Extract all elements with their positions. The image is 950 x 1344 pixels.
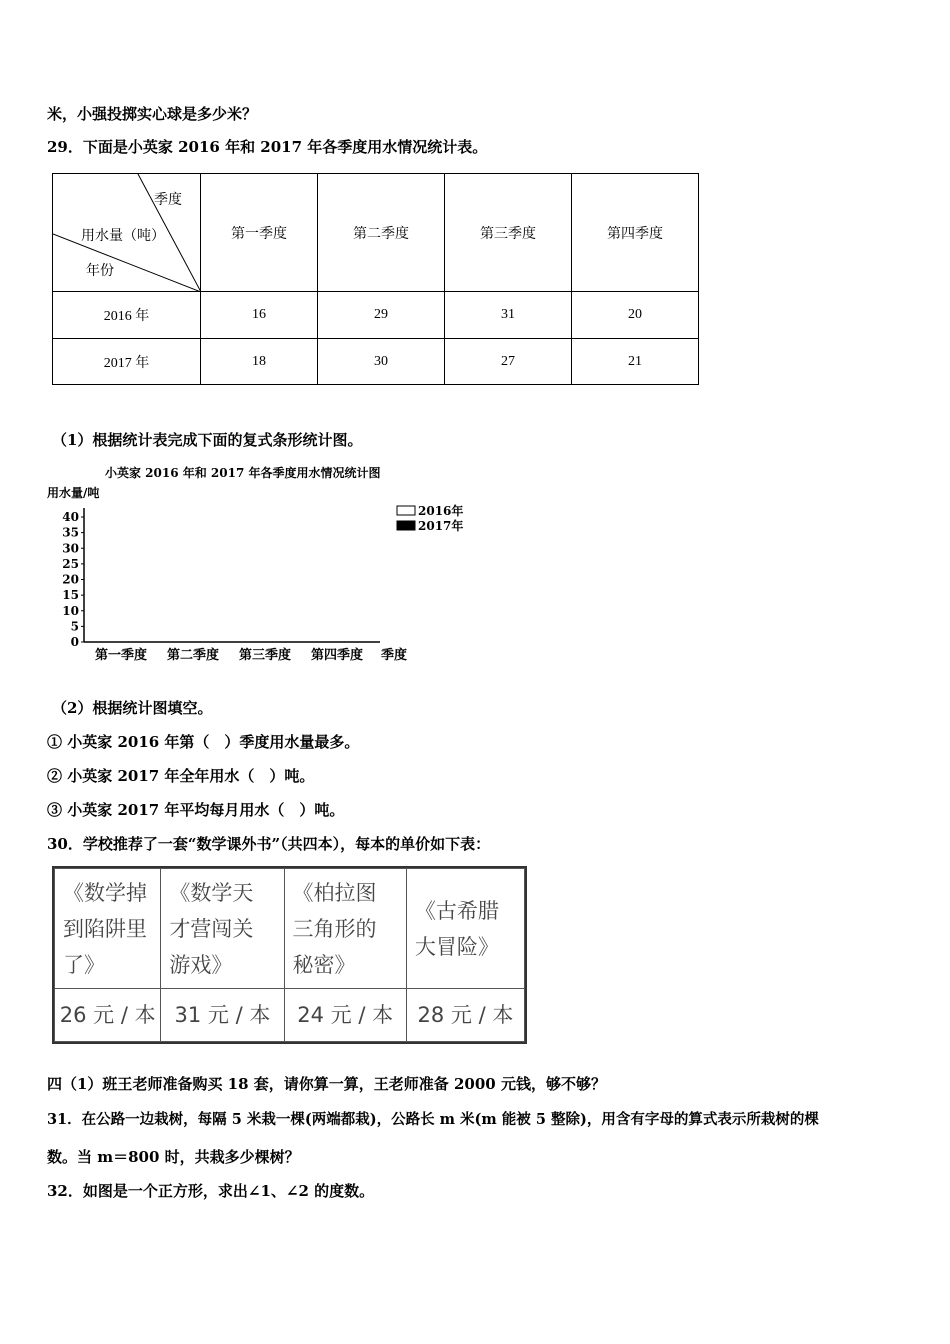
- column-header: 第二季度: [318, 174, 445, 292]
- book-title-line: 才营闯关: [169, 916, 254, 941]
- q28-continuation: 米，小强投掷实心球是多少米？: [47, 105, 258, 123]
- x-category-label: 第二季度: [167, 648, 220, 663]
- table-cell: 27: [445, 339, 572, 385]
- q29-fill3: ③ 小英家 2017 年平均每月用水（ ）吨。: [47, 801, 345, 819]
- book-title-line: 《古希腊: [414, 898, 499, 923]
- book-title-line: 了》: [63, 952, 105, 977]
- book-title: [406, 869, 524, 989]
- legend-label: 2017年: [418, 519, 464, 533]
- book-price: 31 元 / 本: [161, 989, 284, 1042]
- table-cell: 30: [318, 339, 445, 385]
- book-title-line: 《数学天: [169, 880, 254, 905]
- header-year: 年份: [86, 264, 114, 279]
- book-price-table: [52, 866, 527, 1044]
- legend-label: 2016年: [418, 504, 464, 518]
- x-axis-label: 季度: [381, 648, 408, 663]
- table-diagonal-header: [53, 174, 201, 292]
- book-title: [55, 869, 161, 989]
- book-price: 26 元 / 本: [55, 989, 161, 1042]
- q31-line1: 31．在公路一边栽树，每隔 5 米栽一棵(两端都栽)，公路长 m 米(m 能被 5 整除)，用含有字母的算式表示所栽树的棵: [47, 1111, 819, 1128]
- y-tick-label: 15: [62, 588, 79, 603]
- q29-intro: 29．下面是小英家 2016 年和 2017 年各季度用水情况统计表。: [47, 138, 488, 156]
- y-tick-label: 20: [62, 572, 79, 587]
- q29-fill2: ② 小英家 2017 年全年用水（ ）吨。: [47, 767, 315, 785]
- x-category-label: 第四季度: [311, 648, 364, 663]
- q29-part2: （2）根据统计图填空。: [52, 699, 213, 717]
- legend-swatch: [397, 506, 415, 515]
- q29-part1: （1）根据统计表完成下面的复式条形统计图。: [52, 431, 363, 449]
- q30-intro: 30．学校推荐了一套“数学课外书”（共四本），每本的单价如下表：: [47, 835, 491, 853]
- legend: [397, 503, 463, 533]
- chart-canvas: [45, 460, 485, 670]
- column-header: 第四季度: [572, 174, 699, 292]
- y-axis-label: 用水量/吨: [47, 486, 100, 500]
- book-title-line: 秘密》: [292, 952, 356, 977]
- book-title-line: 大冒险》: [414, 934, 499, 959]
- y-tick-label: 10: [62, 603, 79, 618]
- book-title: [284, 869, 406, 989]
- book-title-line: 三角形的: [292, 916, 377, 941]
- column-header: 第三季度: [445, 174, 572, 292]
- q29-fill1: ① 小英家 2016 年第（ ）季度用水量最多。: [47, 733, 360, 751]
- table-cell: 21: [572, 339, 699, 385]
- y-tick-label: 0: [70, 635, 79, 649]
- table-cell: 18: [201, 339, 318, 385]
- x-category-label: 第一季度: [95, 648, 148, 663]
- book-title-line: 《数学掉: [63, 880, 147, 905]
- table-cell: 29: [318, 292, 445, 339]
- x-category-label: 第三季度: [239, 648, 292, 663]
- table-cell: 20: [572, 292, 699, 339]
- y-ticks: [62, 510, 84, 649]
- y-tick-label: 30: [62, 541, 79, 556]
- book-title-line: 《柏拉图: [292, 880, 377, 905]
- chart-title: 小英家 2016 年和 2017 年各季度用水情况统计图: [105, 466, 381, 480]
- bar-chart: [45, 460, 485, 670]
- book-price: 24 元 / 本: [284, 989, 406, 1042]
- y-tick-label: 5: [70, 619, 79, 634]
- y-tick-label: 40: [62, 510, 79, 524]
- table-cell: 31: [445, 292, 572, 339]
- header-amount: 用水量（吨）: [81, 229, 165, 244]
- book-title: [161, 869, 284, 989]
- q30-question: 四（1）班王老师准备购买 18 套，请你算一算，王老师准备 2000 元钱，够不够？: [47, 1075, 606, 1093]
- column-header: 第一季度: [201, 174, 318, 292]
- y-tick-label: 35: [62, 525, 79, 540]
- q32-text: 32．如图是一个正方形，求出∠1、∠2 的度数。: [47, 1182, 375, 1200]
- water-usage-table: [52, 173, 699, 385]
- row-year: 2016 年: [53, 292, 201, 339]
- q31-line2: 数。当 m＝800 时，共栽多少棵树？: [47, 1148, 300, 1166]
- book-title-line: 到陷阱里: [63, 916, 147, 941]
- book-title-line: 游戏》: [169, 952, 233, 977]
- table-row: [53, 339, 699, 385]
- header-season: 季度: [154, 193, 182, 208]
- table-row: [53, 292, 699, 339]
- y-tick-label: 25: [62, 556, 79, 571]
- book-price: 28 元 / 本: [406, 989, 524, 1042]
- legend-swatch: [397, 521, 415, 530]
- table-cell: 16: [201, 292, 318, 339]
- row-year: 2017 年: [53, 339, 201, 385]
- x-categories: [95, 647, 363, 663]
